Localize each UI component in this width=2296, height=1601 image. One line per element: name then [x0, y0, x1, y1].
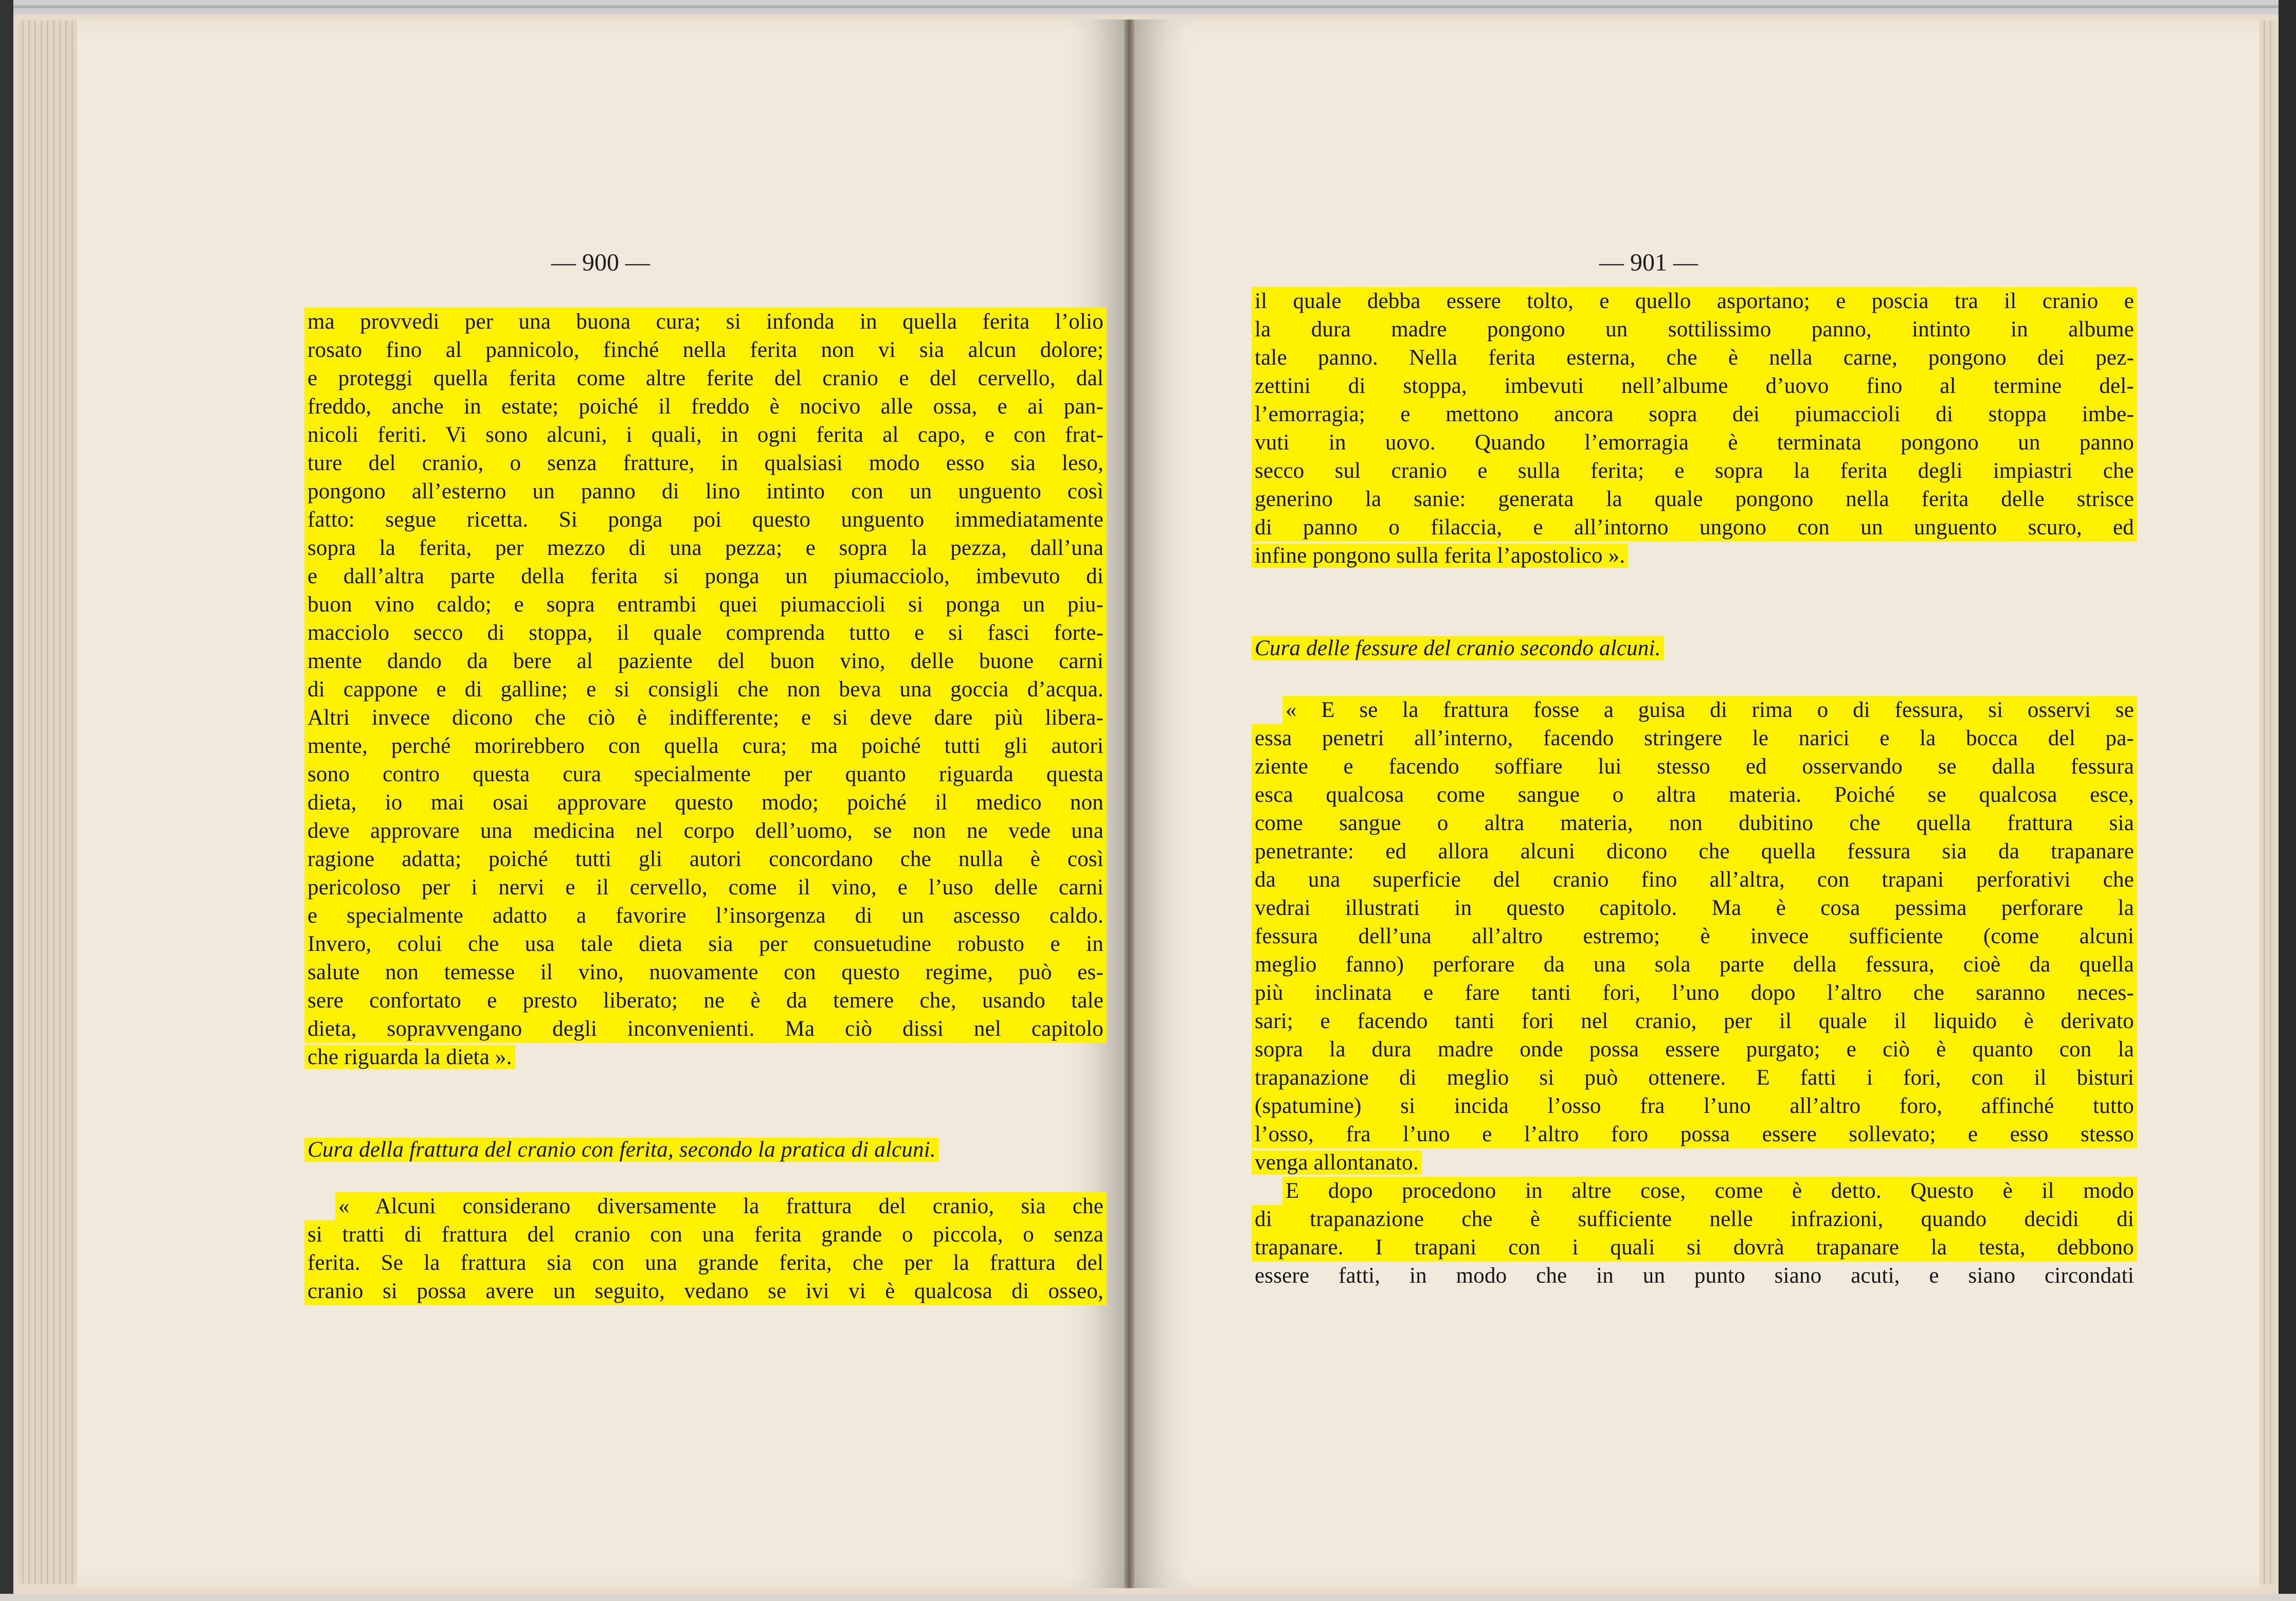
- section-heading: Cura delle fessure del cranio secondo alcuni.: [1252, 634, 2131, 662]
- scanner-bottom-edge: [0, 1594, 2296, 1601]
- text-line: deve approvare una medicina nel corpo dell’uomo, se non ne vede una: [304, 817, 1100, 845]
- text-line: sere confortato e presto liberato; ne è da temere che, usando tale: [304, 986, 1100, 1015]
- text-line: penetrante: ed allora alcuni dicono che quella fessura sia da trapanare: [1252, 837, 2131, 866]
- section-heading: Cura della frattura del cranio con ferita, secondo la pratica di alcuni.: [304, 1136, 1100, 1164]
- text-line: (spatumine) si incida l’osso fra l’uno all’altro foro, affinché tutto: [1252, 1092, 2131, 1120]
- text-line: cranio si possa avere un seguito, vedano se ivi vi è qualcosa di osseo,: [304, 1277, 1100, 1305]
- text-line: sari; e facendo tanti fori nel cranio, per il quale il liquido è derivato: [1252, 1007, 2131, 1035]
- text-line: Altri invece dicono che ciò è indifferente; e si deve dare più libera-: [304, 704, 1100, 732]
- text-line: meglio fanno) perforare da una sola parte della fessura, cioè da quella: [1252, 950, 2131, 979]
- right-text-block-2: [1252, 696, 2134, 1290]
- text-line: salute non temesse il vino, nuovamente con questo regime, può es-: [304, 958, 1100, 986]
- text-line: ture del cranio, o senza fratture, in qualsiasi modo esso sia leso,: [304, 449, 1100, 477]
- text-line: « E se la frattura fosse a guisa di rima o di fessura, si osservi se: [1252, 696, 2131, 724]
- text-line: venga allontanato.: [1252, 1148, 2131, 1177]
- text-line: generino la sanie: generata la quale pongono nella ferita delle strisce: [1252, 485, 2131, 513]
- text-line: l’osso, fra l’uno e l’altro foro possa essere sollevato; e esso stesso: [1252, 1120, 2131, 1148]
- text-line: dieta, io mai osai approvare questo modo; poiché il medico non: [304, 788, 1100, 817]
- text-line: trapanare. I trapani con i quali si dovrà trapanare la testa, debbono: [1252, 1233, 2131, 1262]
- text-line: essa penetri all’interno, facendo stringere le narici e la bocca del pa-: [1252, 724, 2131, 752]
- text-line: E dopo procedono in altre cose, come è detto. Questo è il modo: [1252, 1177, 2131, 1205]
- text-line: fatto: segue ricetta. Si ponga poi questo unguento immediatamente: [304, 506, 1100, 534]
- page-number: — 901 —: [1599, 249, 1698, 276]
- text-line: di panno o filaccia, e all’intorno ungono con un unguento scuro, ed: [1252, 513, 2131, 542]
- text-line: come sangue o altra materia, non dubitino che quella frattura sia: [1252, 809, 2131, 837]
- scan-left-border: [0, 0, 13, 1601]
- text-line: ziente e facendo soffiare lui stesso ed osservando se dalla fessura: [1252, 752, 2131, 781]
- text-line: trapanazione di meglio si può ottenere. E fatti i fori, con il bisturi: [1252, 1064, 2131, 1092]
- text-line: « Alcuni considerano diversamente la frattura del cranio, sia che: [304, 1192, 1100, 1220]
- text-line: macciolo secco di stoppa, il quale comprenda tutto e si fasci forte-: [304, 619, 1100, 647]
- text-line: sopra la ferita, per mezzo di una pezza; e sopra la pezza, dall’una: [304, 534, 1100, 562]
- text-line: freddo, anche in estate; poiché il freddo è nocivo alle ossa, e ai pan-: [304, 392, 1100, 421]
- text-line: ma provvedi per una buona cura; si infonda in quella ferita l’olio: [304, 308, 1100, 336]
- text-line: esca qualcosa come sangue o altra materia. Poiché se qualcosa esce,: [1252, 781, 2131, 809]
- text-line: sopra la dura madre onde possa essere purgato; e ciò è quanto con la: [1252, 1035, 2131, 1064]
- page-stack-left: [17, 21, 84, 1584]
- text-line: vedrai illustrati in questo capitolo. Ma è cosa pessima perforare la: [1252, 894, 2131, 922]
- left-text-block-2: [304, 1192, 1104, 1305]
- left-section-heading: [304, 1136, 1100, 1164]
- text-line: più inclinata e fare tanti fori, l’uno dopo l’altro che saranno neces-: [1252, 979, 2131, 1007]
- text-line: secco sul cranio e sulla ferita; e sopra la ferita degli impiastri che: [1252, 457, 2131, 485]
- scanner-top-edge: [0, 0, 2296, 14]
- text-line: rosato fino al pannicolo, finché nella ferita non vi sia alcun dolore;: [304, 336, 1100, 364]
- text-line: mente dando da bere al paziente del buon vino, delle buone carni: [304, 647, 1100, 675]
- text-line: si tratti di frattura del cranio con una ferita grande o piccola, o senza: [304, 1220, 1100, 1249]
- text-line: pongono all’esterno un panno di lino intinto con un unguento così: [304, 477, 1100, 506]
- text-line: di cappone e di galline; e si consigli che non beva una goccia d’acqua.: [304, 675, 1100, 704]
- text-line: dieta, sopravvengano degli inconvenienti. Ma ciò dissi nel capitolo: [304, 1015, 1100, 1043]
- right-section-heading: [1252, 634, 2131, 662]
- right-text-block-1: [1252, 287, 2134, 570]
- text-line: e proteggi quella ferita come altre ferite del cranio e del cervello, dal: [304, 364, 1100, 392]
- text-line: il quale debba essere tolto, e quello asportano; e poscia tra il cranio e: [1252, 287, 2131, 315]
- text-line: e dall’altra parte della ferita si ponga un piumacciolo, imbevuto di: [304, 562, 1100, 590]
- text-line: Invero, colui che usa tale dieta sia per consuetudine robusto e in: [304, 930, 1100, 958]
- text-line: nicoli feriti. Vi sono alcuni, i quali, in ogni ferita al capo, e con frat-: [304, 421, 1100, 449]
- text-line: mente, perché morirebbero con quella cura; ma poiché tutti gli autori: [304, 732, 1100, 760]
- text-line: ferita. Se la frattura sia con una grande ferita, che per la frattura del: [304, 1249, 1100, 1277]
- text-line: pericoloso per i nervi e il cervello, come il vino, e l’uso delle carni: [304, 873, 1100, 902]
- page-number: — 900 —: [551, 249, 650, 276]
- left-page: [77, 20, 1124, 1588]
- text-line: di trapanazione che è sufficiente nelle infrazioni, quando decidi di: [1252, 1205, 2131, 1233]
- text-line: vuti in uovo. Quando l’emorragia è terminata pongono un panno: [1252, 428, 2131, 457]
- text-line: buon vino caldo; e sopra entrambi quei piumaccioli si ponga un piu-: [304, 590, 1100, 619]
- text-line: ragione adatta; poiché tutti gli autori concordano che nulla è così: [304, 845, 1100, 873]
- text-line: l’emorragia; e mettono ancora sopra dei piumaccioli di stoppa imbe-: [1252, 400, 2131, 428]
- text-line: la dura madre pongono un sottilissimo panno, intinto in albume: [1252, 315, 2131, 344]
- text-line: da una superficie del cranio fino all’altra, con trapani perforativi che: [1252, 866, 2131, 894]
- right-page: [1134, 20, 2259, 1588]
- text-line: tale panno. Nella ferita esterna, che è nella carne, pongono dei pez-: [1252, 344, 2131, 372]
- text-line: che riguarda la dieta ».: [304, 1043, 1100, 1071]
- text-line: e specialmente adatto a favorire l’insorgenza di un ascesso caldo.: [304, 902, 1100, 930]
- text-line: zettini di stoppa, imbevuti nell’albume d’uovo fino al termine del-: [1252, 372, 2131, 400]
- book-gutter: [1124, 20, 1134, 1588]
- scan-right-border: [2279, 0, 2296, 1601]
- text-line: sono contro questa cura specialmente per quanto riguarda questa: [304, 760, 1100, 788]
- text-line: infine pongono sulla ferita l’apostolico ».: [1252, 542, 2131, 570]
- text-line: fessura dell’una all’altro estremo; è invece sufficiente (come alcuni: [1252, 922, 2131, 950]
- left-text-block-1: [304, 308, 1104, 1071]
- text-line: essere fatti, in modo che in un punto siano acuti, e siano circondati: [1255, 1264, 2134, 1288]
